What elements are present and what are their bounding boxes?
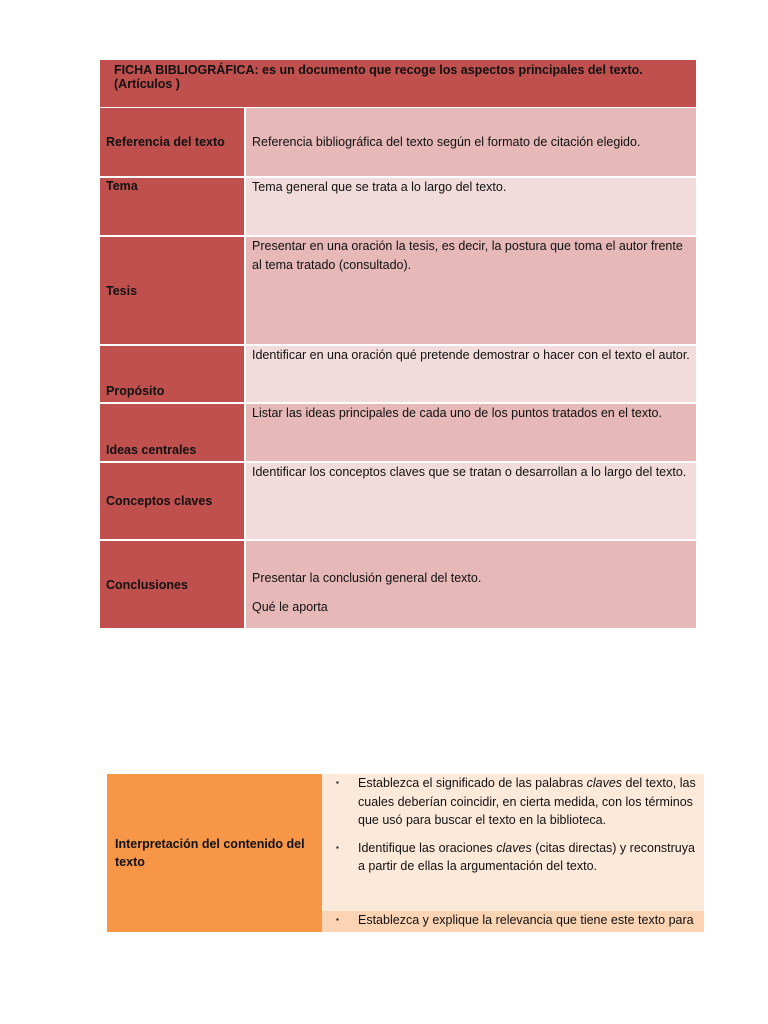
- row-value: Identificar en una oración qué pretende demostrar o hacer con el texto el autor.: [246, 346, 696, 402]
- row-value: Presentar en una oración la tesis, es decir, la postura que toma el autor frente al tema tratado (consultado).: [246, 237, 696, 344]
- ficha-bibliografica-table: [100, 60, 696, 628]
- bullet-icon: ▪: [336, 842, 339, 852]
- ficha-title: FICHA BIBLIOGRÁFICA: es un documento que recoge los aspectos principales del texto. (Artículos ): [100, 60, 696, 108]
- interpretacion-last-row: [322, 911, 704, 932]
- list-item: ▪ Establezca y explique la relevancia que tiene este texto para: [336, 911, 698, 930]
- interpretacion-table: [107, 774, 704, 932]
- row-label: Conclusiones: [100, 541, 246, 628]
- row-value: Referencia bibliográfica del texto según el formato de citación elegido.: [246, 108, 696, 176]
- bullet-icon: ▪: [336, 778, 339, 787]
- table-row: [100, 541, 696, 628]
- list-item: ▪ Identifique las oraciones claves (citas directas) y reconstruya a partir de ellas la argumentación del texto.: [336, 839, 698, 876]
- row-value: Listar las ideas principales de cada uno de los puntos tratados en el texto.: [246, 404, 696, 461]
- row-label: Conceptos claves: [100, 463, 246, 539]
- row-value: Tema general que se trata a lo largo del texto.: [246, 178, 696, 235]
- list-item: ▪ Establezca el significado de las palabras claves del texto, las cuales deberían coincidir, en cierta medida, con los términos que usó para buscar el texto en la biblioteca.: [336, 774, 698, 830]
- table-row: [100, 404, 696, 463]
- table-row: [100, 178, 696, 237]
- row-label: Propósito: [100, 346, 246, 402]
- row-value: Identificar los conceptos claves que se tratan o desarrollan a lo largo del texto.: [246, 463, 696, 539]
- bullet-icon: ▪: [336, 915, 339, 924]
- interpretacion-label: Interpretación del contenido del texto: [107, 774, 322, 932]
- interpretacion-bullets: [322, 774, 704, 911]
- row-label: Referencia del texto: [100, 108, 246, 176]
- row-label: Tema: [100, 178, 246, 235]
- table-row: [100, 463, 696, 541]
- table-row: [100, 346, 696, 404]
- row-value: Presentar la conclusión general del texto. Qué le aporta: [246, 541, 696, 628]
- table-row: [100, 108, 696, 178]
- row-label: Tesis: [100, 237, 246, 344]
- table-row: [100, 237, 696, 346]
- row-label: Ideas centrales: [100, 404, 246, 461]
